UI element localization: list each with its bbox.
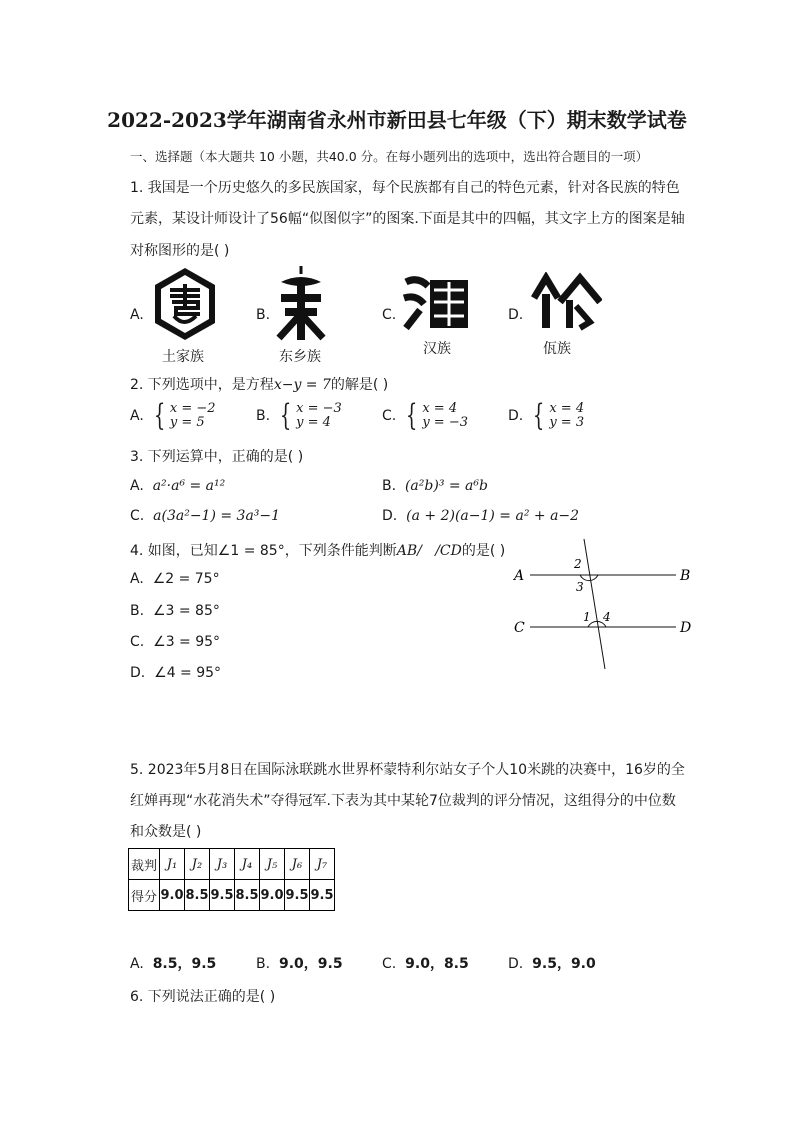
table-row-label: 得分 [129, 880, 160, 911]
label-a: A [514, 568, 525, 584]
angle-4-label: 4 [603, 610, 611, 624]
q5-option-d-letter: D. [508, 956, 524, 972]
q3-option-d-letter: D. [382, 508, 398, 524]
q4-option-b [130, 603, 220, 619]
q2-option-d-x: x = 4 [549, 401, 585, 416]
q3-option-d-expr: (a + 2)(a−1) = a² + a−2 [406, 508, 580, 524]
q2-option-a-x: x = −2 [169, 401, 216, 416]
q4-option-a [130, 571, 220, 587]
table-row [129, 880, 335, 911]
q2-option-b-y: y = 4 [296, 415, 331, 430]
wa-pattern-icon [530, 272, 602, 332]
q4-stem-post: 的是( ) [461, 543, 506, 559]
q4-option-c-letter: C. [130, 634, 145, 650]
q5-option-d-text: 9.5，9.0 [532, 956, 596, 972]
q1-line-3: 对称图形的是( ) [130, 243, 230, 259]
q4-option-a-text: ∠2 = 75° [152, 571, 220, 587]
score-cell: 8.5 [185, 880, 210, 911]
q1-option-c-caption: 汉族 [423, 341, 451, 357]
q2-option-b-letter: B. [256, 408, 271, 424]
q5-option-a-letter: A. [130, 956, 144, 972]
angle-2-label: 2 [574, 557, 582, 571]
q4-line-cd: /CD [435, 543, 462, 559]
q4-option-c [130, 634, 220, 650]
judge-cell: J₅ [260, 849, 285, 880]
q5-option-a [130, 953, 216, 973]
q3-option-a-expr: a²·a⁶ = a¹² [152, 478, 226, 494]
q2-option-c-x: x = 4 [422, 401, 458, 416]
score-cell: 9.0 [260, 880, 285, 911]
q5-line-3: 和众数是( ) [130, 824, 202, 840]
angle-3-label: 3 [576, 580, 584, 594]
judge-cell: J₆ [285, 849, 310, 880]
q5-line-2: 红婵再现“水花消失术”夺得冠军.下表为其中某轮7位裁判的评分情况，这组得分的中位数 [130, 793, 676, 809]
q5-option-c-letter: C. [382, 956, 397, 972]
q4-line-ab: AB/ [396, 543, 427, 559]
q2-option-c-y: y = −3 [422, 415, 468, 430]
score-cell: 9.5 [285, 880, 310, 911]
q3-option-a [130, 478, 225, 494]
q5-option-c [382, 953, 469, 973]
q3-option-b-letter: B. [382, 478, 397, 494]
score-cell: 9.5 [310, 880, 335, 911]
dongxiang-pattern-icon [273, 264, 329, 342]
q6-stem: 6. 下列说法正确的是( ) [130, 989, 276, 1005]
q2-option-b-x: x = −3 [296, 401, 342, 416]
q2-option-a-y: y = 5 [169, 415, 205, 430]
table-header-label: 裁判 [129, 849, 160, 880]
q3-option-b [382, 478, 488, 494]
q5-option-b [256, 953, 343, 973]
q2-stem-post: 的解是( ) [330, 377, 389, 393]
q4-parallel-lines-figure [510, 535, 700, 675]
label-c: C [514, 620, 525, 636]
q2-option-b: B. { x = −3 y = 4 [256, 398, 342, 433]
label-b: B [680, 568, 691, 584]
judge-cell: J₁ [160, 849, 185, 880]
q3-option-d [382, 508, 579, 524]
page-title: 2022-2023学年湖南省永州市新田县七年级（下）期末数学试卷 [107, 108, 687, 132]
judge-cell: J₂ [185, 849, 210, 880]
q4-stem [130, 540, 505, 560]
judge-cell: J₃ [210, 849, 235, 880]
q2-option-d-y: y = 3 [549, 415, 585, 430]
q4-option-d-letter: D. [130, 665, 146, 681]
q2-option-a-letter: A. [130, 408, 144, 424]
q1-option-d-letter: D. [508, 307, 524, 323]
judge-cell: J₇ [310, 849, 335, 880]
q4-option-d [130, 665, 221, 681]
q2-option-a: A. { x = −2 y = 5 [130, 398, 216, 433]
q3-option-c-expr: a(3a²−1) = 3a³−1 [153, 508, 281, 524]
q4-option-d-text: ∠4 = 95° [154, 665, 222, 681]
q4-option-a-letter: A. [130, 571, 144, 587]
q4-option-b-text: ∠3 = 85° [152, 603, 220, 619]
judge-cell: J₄ [235, 849, 260, 880]
q2-option-c-letter: C. [382, 408, 397, 424]
q1-option-b-caption: 东乡族 [279, 349, 321, 365]
label-d: D [680, 620, 692, 636]
score-cell: 9.5 [210, 880, 235, 911]
angle-1-label: 1 [583, 610, 591, 624]
q3-option-b-expr: (a²b)³ = a⁶b [404, 478, 488, 494]
q3-stem: 3. 下列运算中，正确的是( ) [130, 449, 304, 465]
q1-option-a-caption: 土家族 [162, 349, 204, 365]
section-heading: 一、选择题（本大题共 10 小题，共40.0 分。在每小题列出的选项中，选出符合题目的一项） [130, 149, 649, 164]
q1-line-1: 1. 我国是一个历史悠久的多民族国家，每个民族都有自己的特色元素，针对各民族的特色 [130, 180, 680, 196]
q1-option-c-letter: C. [382, 307, 397, 323]
q5-option-a-text: 8.5，9.5 [152, 956, 217, 972]
han-pattern-icon [402, 276, 470, 332]
q5-option-c-text: 9.0，8.5 [405, 956, 469, 972]
q2-stem [130, 374, 388, 394]
q2-option-c: C. { x = 4 y = −3 [382, 398, 468, 433]
q3-option-c [130, 508, 280, 524]
q5-line-1: 5. 2023年5月8日在国际泳联跳水世界杯蒙特利尔站女子个人10米跳的决赛中，16岁的全 [130, 762, 685, 778]
q4-option-c-text: ∠3 = 95° [153, 634, 221, 650]
q1-option-a-letter: A. [130, 307, 144, 323]
score-cell: 9.0 [160, 880, 185, 911]
q4-stem-pre: 4. 如图，已知∠1 = 85°，下列条件能判断 [130, 543, 397, 559]
transversal-line [584, 539, 605, 669]
q3-option-c-letter: C. [130, 508, 145, 524]
q5-score-table [128, 848, 335, 911]
q5-option-b-letter: B. [256, 956, 271, 972]
score-cell: 8.5 [235, 880, 260, 911]
q1-line-2: 元素，某设计师设计了56幅“似图似字”的图案.下面是其中的四幅，其文字上方的图案是轴 [130, 211, 685, 227]
q5-option-d [508, 953, 596, 973]
q2-option-d-letter: D. [508, 408, 524, 424]
table-row [129, 849, 335, 880]
q2-option-d: D. { x = 4 y = 3 [508, 398, 585, 433]
q4-option-b-letter: B. [130, 603, 145, 619]
q1-option-b-letter: B. [256, 307, 271, 323]
tujia-pattern-icon [152, 266, 218, 342]
q2-equation: x−y = 7 [273, 377, 331, 393]
q3-option-a-letter: A. [130, 478, 144, 494]
q2-stem-pre: 2. 下列选项中，是方程 [130, 377, 274, 393]
q5-option-b-text: 9.0，9.5 [278, 956, 343, 972]
q1-option-d-caption: 佤族 [543, 341, 571, 357]
